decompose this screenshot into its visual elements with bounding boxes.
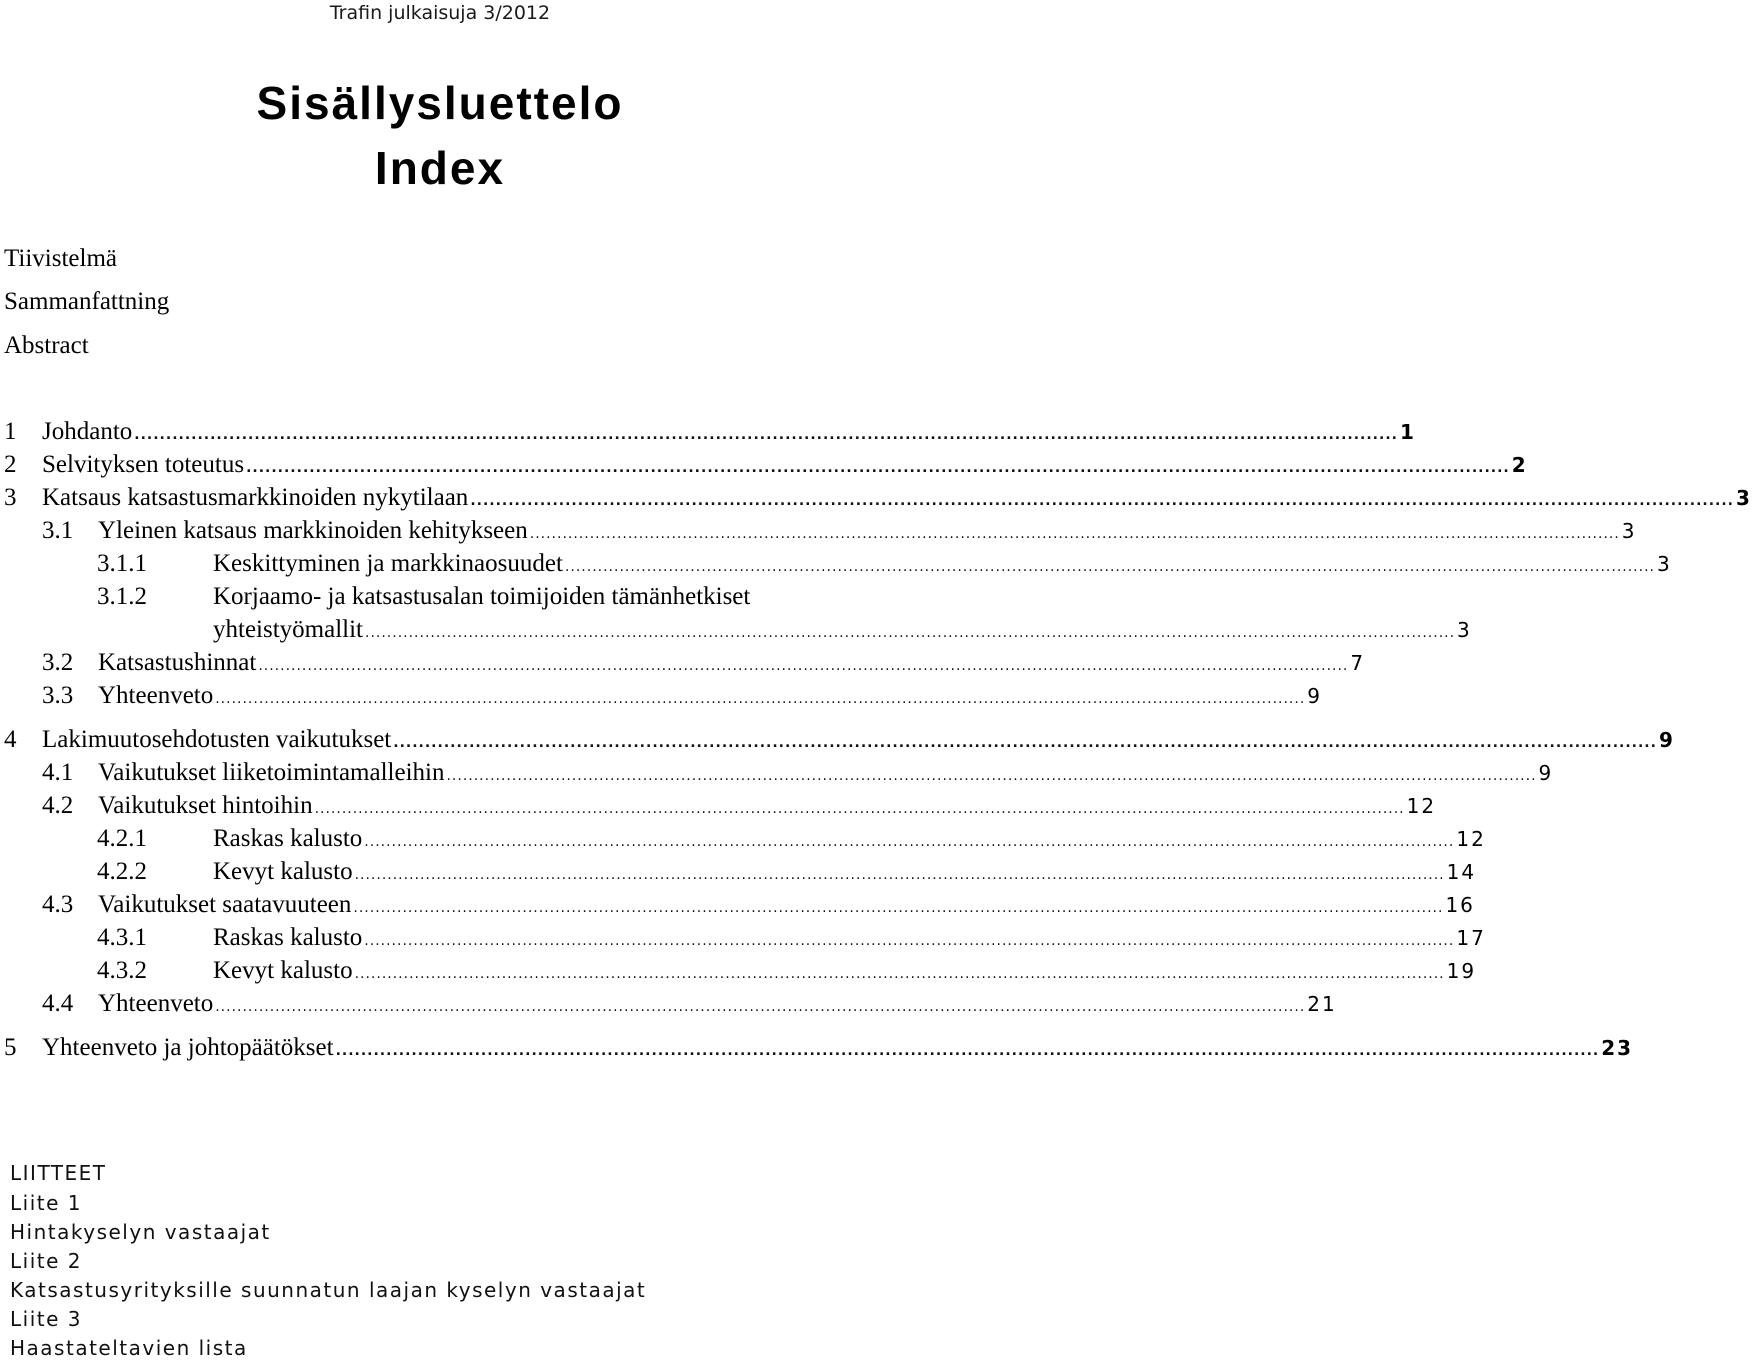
toc-entry-title: Katsaus katsastusmarkkinoiden nykytilaan (42, 484, 469, 511)
toc-dot-leader: ........................................................................................................................................................................................................ (564, 559, 1655, 575)
toc-entry[interactable] (0, 855, 1477, 889)
toc-dot-leader: ........................................................................................................................................................................................................ (364, 933, 1455, 949)
toc-entry-title: Selvityksen toteutus (42, 451, 245, 478)
toc-page-number: 3 (1656, 552, 1672, 576)
front-matter-abstract[interactable]: Abstract (4, 332, 89, 359)
toc-entry[interactable] (0, 723, 1675, 757)
toc-page-number: 9 (1658, 728, 1675, 752)
toc-entry-number: 4 (4, 726, 17, 753)
toc-dot-leader: ........................................................................................................................................................................................................ (314, 801, 1405, 817)
toc-page-number: 9 (1538, 761, 1554, 785)
toc-entry-number: 4.1 (42, 759, 74, 786)
toc-entry-title: Yleinen katsaus markkinoiden kehitykseen (98, 517, 528, 544)
toc-dot-leader: ........................................................................................................................................................................................................ (529, 526, 1620, 542)
toc-dot-leader: ........................................................................................................................................................................................................ (134, 427, 1398, 443)
toc-entry-title: Yhteenveto (98, 990, 214, 1017)
toc-entry-number: 4.3 (42, 891, 74, 918)
appendix-2-label[interactable]: Liite 2 (10, 1249, 82, 1273)
toc-entry-title: Johdanto (42, 418, 133, 445)
toc-entry-title: Vaikutukset hintoihin (98, 792, 313, 819)
toc-entry-title: Yhteenveto ja johtopäätökset (42, 1034, 334, 1061)
appendices-heading: LIITTEET (10, 1161, 107, 1185)
toc-page-number: 21 (1307, 992, 1337, 1016)
appendix-3-label[interactable]: Liite 3 (10, 1307, 82, 1331)
toc-entry[interactable] (0, 580, 956, 614)
toc-entry[interactable] (0, 679, 1323, 713)
toc-entry-number: 4.3.1 (97, 924, 147, 951)
toc-page-number: 3 (1457, 618, 1472, 642)
page-title-english: Index (374, 142, 506, 194)
toc-page-number: 14 (1446, 860, 1477, 884)
toc-entry-number: 3.1.1 (97, 550, 147, 577)
toc-entry[interactable] (0, 822, 1486, 856)
toc-entry[interactable] (0, 481, 1752, 515)
toc-entry-title: yhteistyömallit (213, 616, 363, 643)
toc-entry[interactable] (0, 514, 1637, 548)
toc-entry-number: 4.4 (42, 990, 74, 1017)
toc-entry-number: 4.3.2 (97, 957, 147, 984)
toc-entry-number: 3.3 (42, 682, 74, 709)
toc-entry-title: Kevyt kalusto (213, 858, 353, 885)
appendix-1-title[interactable]: Hintakyselyn vastaajat (10, 1220, 271, 1244)
toc-entry-number: 3 (4, 484, 17, 511)
toc-entry[interactable] (0, 1031, 1634, 1065)
toc-page-number: 23 (1601, 1036, 1634, 1060)
toc-page-number: 7 (1350, 651, 1366, 675)
toc-dot-leader: ........................................................................................................................................................................................................ (258, 658, 1349, 674)
toc-entry[interactable] (0, 448, 1528, 482)
front-matter-tiivistelma[interactable]: Tiivistelmä (4, 245, 117, 272)
front-matter-sammanfattning[interactable]: Sammanfattning (4, 288, 170, 315)
toc-entry-title: Raskas kalusto (213, 924, 363, 951)
toc-entry[interactable] (0, 954, 1477, 988)
toc-dot-leader: ........................................................................................................................................................................................................ (215, 691, 1306, 707)
toc-dot-leader: ........................................................................................................................................................................................................ (215, 999, 1306, 1015)
toc-dot-leader: ........................................................................................................................................................................................................ (354, 867, 1445, 883)
toc-entry-number: 4.2.2 (97, 858, 147, 885)
toc-entry[interactable] (0, 756, 1554, 790)
toc-dot-leader: ........................................................................................................................................................................................................ (335, 1043, 1600, 1059)
toc-entry[interactable] (0, 888, 1475, 922)
toc-entry[interactable] (0, 921, 1486, 955)
toc-dot-leader: ........................................................................................................................................................................................................ (446, 768, 1537, 784)
toc-entry-title: Katsastushinnat (98, 649, 257, 676)
toc-entry-number: 2 (4, 451, 17, 478)
toc-page-number: 2 (1511, 453, 1528, 477)
toc-dot-leader: ........................................................................................................................................................................................................ (353, 900, 1444, 916)
toc-entry-number: 5 (4, 1034, 17, 1061)
toc-entry-title: Yhteenveto (98, 682, 214, 709)
appendix-1-label[interactable]: Liite 1 (10, 1191, 82, 1215)
toc-entry-title: Vaikutukset saatavuuteen (98, 891, 352, 918)
toc-page-number: 16 (1445, 893, 1475, 917)
toc-page-number: 9 (1307, 684, 1323, 708)
toc-entry[interactable] (0, 987, 1337, 1021)
toc-entry-number: 1 (4, 418, 17, 445)
toc-entry-number: 4.2.1 (97, 825, 147, 852)
toc-entry-title: Raskas kalusto (213, 825, 363, 852)
toc-entry[interactable] (0, 613, 1472, 647)
toc-dot-leader: ........................................................................................................................................................................................................ (246, 460, 1510, 476)
toc-entry[interactable] (0, 646, 1366, 680)
toc-entry[interactable] (0, 547, 1672, 581)
toc-page-number: 3 (1621, 519, 1637, 543)
toc-entry-number: 3.1 (42, 517, 74, 544)
toc-page-number: 3 (1735, 486, 1752, 510)
toc-entry-number: 3.1.2 (97, 583, 147, 610)
toc-entry-title: Korjaamo- ja katsastusalan toimijoiden tämänhetkiset (213, 583, 751, 610)
toc-page-number: 19 (1446, 959, 1477, 983)
toc-dot-leader: ........................................................................................................................................................................................................ (354, 966, 1445, 982)
appendix-2-title[interactable]: Katsastusyrityksille suunnatun laajan kyselyn vastaajat (10, 1278, 647, 1302)
toc-page-number: 12 (1456, 827, 1486, 851)
toc-entry-title: Keskittyminen ja markkinaosuudet (213, 550, 563, 577)
toc-page-number: 12 (1406, 794, 1437, 818)
toc-page-number: 17 (1456, 926, 1486, 950)
appendix-3-title[interactable]: Haastateltavien lista (10, 1336, 248, 1360)
publication-header: Trafin julkaisuja 3/2012 (329, 2, 551, 24)
toc-entry-number: 3.2 (42, 649, 74, 676)
toc-dot-leader: ........................................................................................................................................................................................................ (365, 625, 1456, 641)
toc-entry-number: 4.2 (42, 792, 74, 819)
toc-entry-title: Kevyt kalusto (213, 957, 353, 984)
toc-dot-leader: ........................................................................................................................................................................................................ (470, 493, 1734, 509)
toc-dot-leader: ........................................................................................................................................................................................................ (364, 834, 1455, 850)
toc-entry[interactable] (0, 415, 1416, 449)
toc-dot-leader: ........................................................................................................................................................................................................ (393, 735, 1657, 751)
toc-entry-title: Vaikutukset liiketoimintamalleihin (98, 759, 445, 786)
toc-entry[interactable] (0, 789, 1437, 823)
toc-entry-title: Lakimuutosehdotusten vaikutukset (42, 726, 392, 753)
page-title-finnish: Sisällysluettelo (256, 77, 624, 129)
toc-page-number: 1 (1399, 420, 1416, 444)
